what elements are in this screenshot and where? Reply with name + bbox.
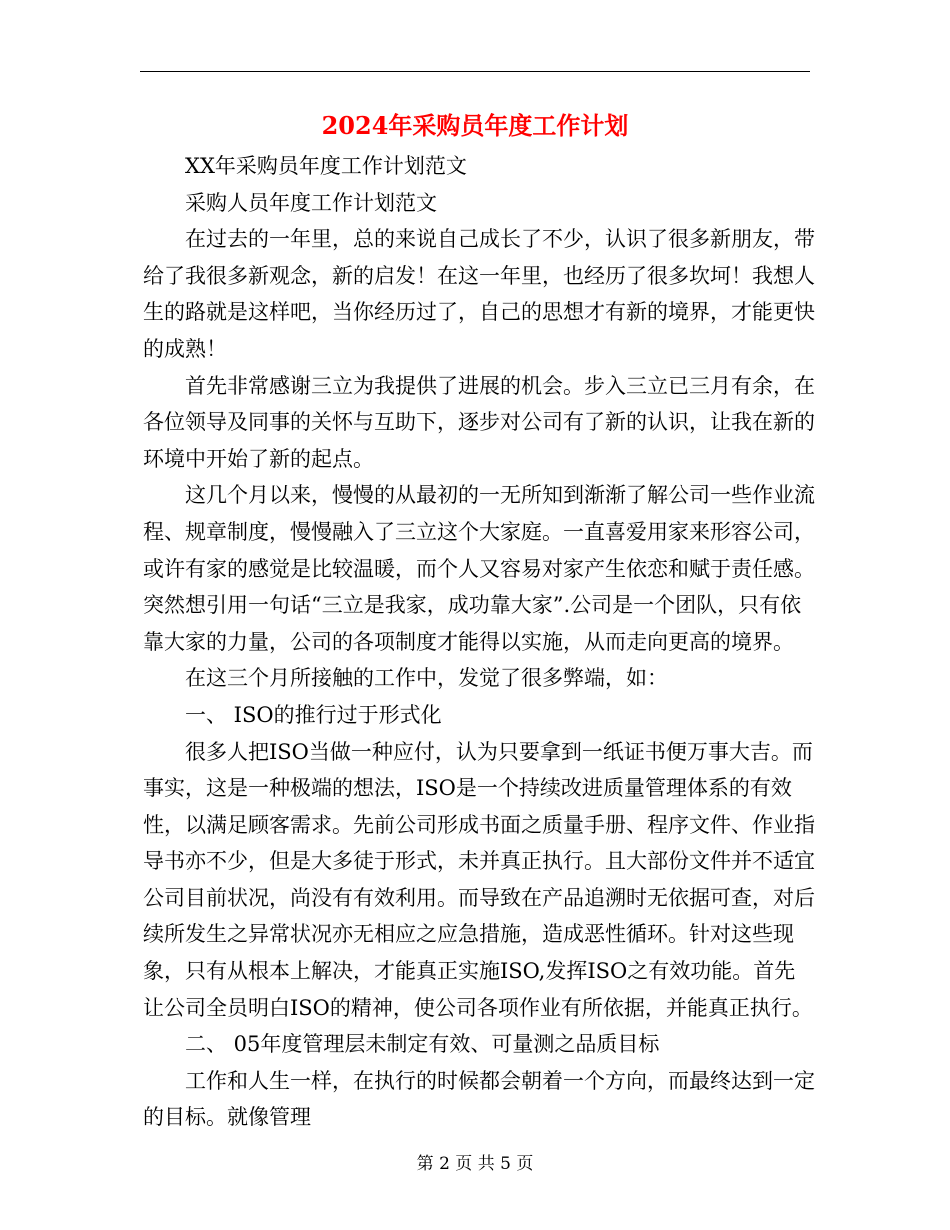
- paragraph-5: 在这三个月所接触的工作中，发觉了很多弊端，如：: [185, 666, 668, 691]
- section-heading-2: 二、 05年度管理层未制定有效、可量测之品质目标: [185, 1032, 660, 1057]
- page-number: 第 2 页 共 5 页: [416, 1154, 534, 1174]
- paragraph-3: 首先非常感谢三立为我提供了进展的机会。步入三立已三月有余，在各位领导及同事的关怀与互助下，逐步对公司有了新的认识，让我在新的环境中开始了新的起点。: [143, 373, 815, 471]
- paragraph-1: 采购人员年度工作计划范文: [185, 190, 437, 215]
- document-body: [143, 148, 815, 1136]
- section-heading-1: 一、 ISO的推行过于形式化: [185, 702, 442, 727]
- paragraph-2: 在过去的一年里，总的来说自己成长了不少，认识了很多新朋友，带给了我很多新观念，新的启发！在这一年里，也经历了很多坎坷！我想人生的路就是这样吧，当你经历过了，自己的思想才有新的境界，才能更快的成熟！: [143, 227, 815, 361]
- paragraph-7: 很多人把ISO当做一种应付，认为只要拿到一纸证书便万事大吉。而事实，这是一种极端的想法，ISO是一个持续改进质量管理体系的有效性，以满足顾客需求。先前公司形成书面之质量手册、程序文件、作业指导书亦不少，但是大多徒于形式，未并真正执行。且大部份文件并不适宜公司目前状况，尚没有有效利用。而导致在产品追溯时无依据可查，对后续所发生之异常状况亦无相应之应急措施，造成恶性循环。针对这些现象，只有从根本上解决，才能真正实施ISO,发挥ISO之有效功能。首先让公司全员明白ISO的精神，使公司各项作业有所依据，并能真正执行。: [143, 739, 815, 1020]
- paragraph-9: 工作和人生一样，在执行的时候都会朝着一个方向，而最终达到一定的目标。就像管理: [143, 1068, 815, 1130]
- header-rule: [140, 71, 810, 72]
- paragraph-0: XX年采购员年度工作计划范文: [185, 154, 467, 178]
- paragraph-4: 这几个月以来，慢慢的从最初的一无所知到渐渐了解公司一些作业流程、规章制度，慢慢融入了三立这个大家庭。一直喜爱用家来形容公司，或许有家的感觉是比较温暖，而个人又容易对家产生依恋和赋于责任感。突然想引用一句话“三立是我家，成功靠大家”.公司是一个团队，只有依靠大家的力量，公司的各项制度才能得以实施，从而走向更高的境界。: [143, 483, 815, 654]
- document-title: 2024年采购员年度工作计划: [321, 111, 629, 140]
